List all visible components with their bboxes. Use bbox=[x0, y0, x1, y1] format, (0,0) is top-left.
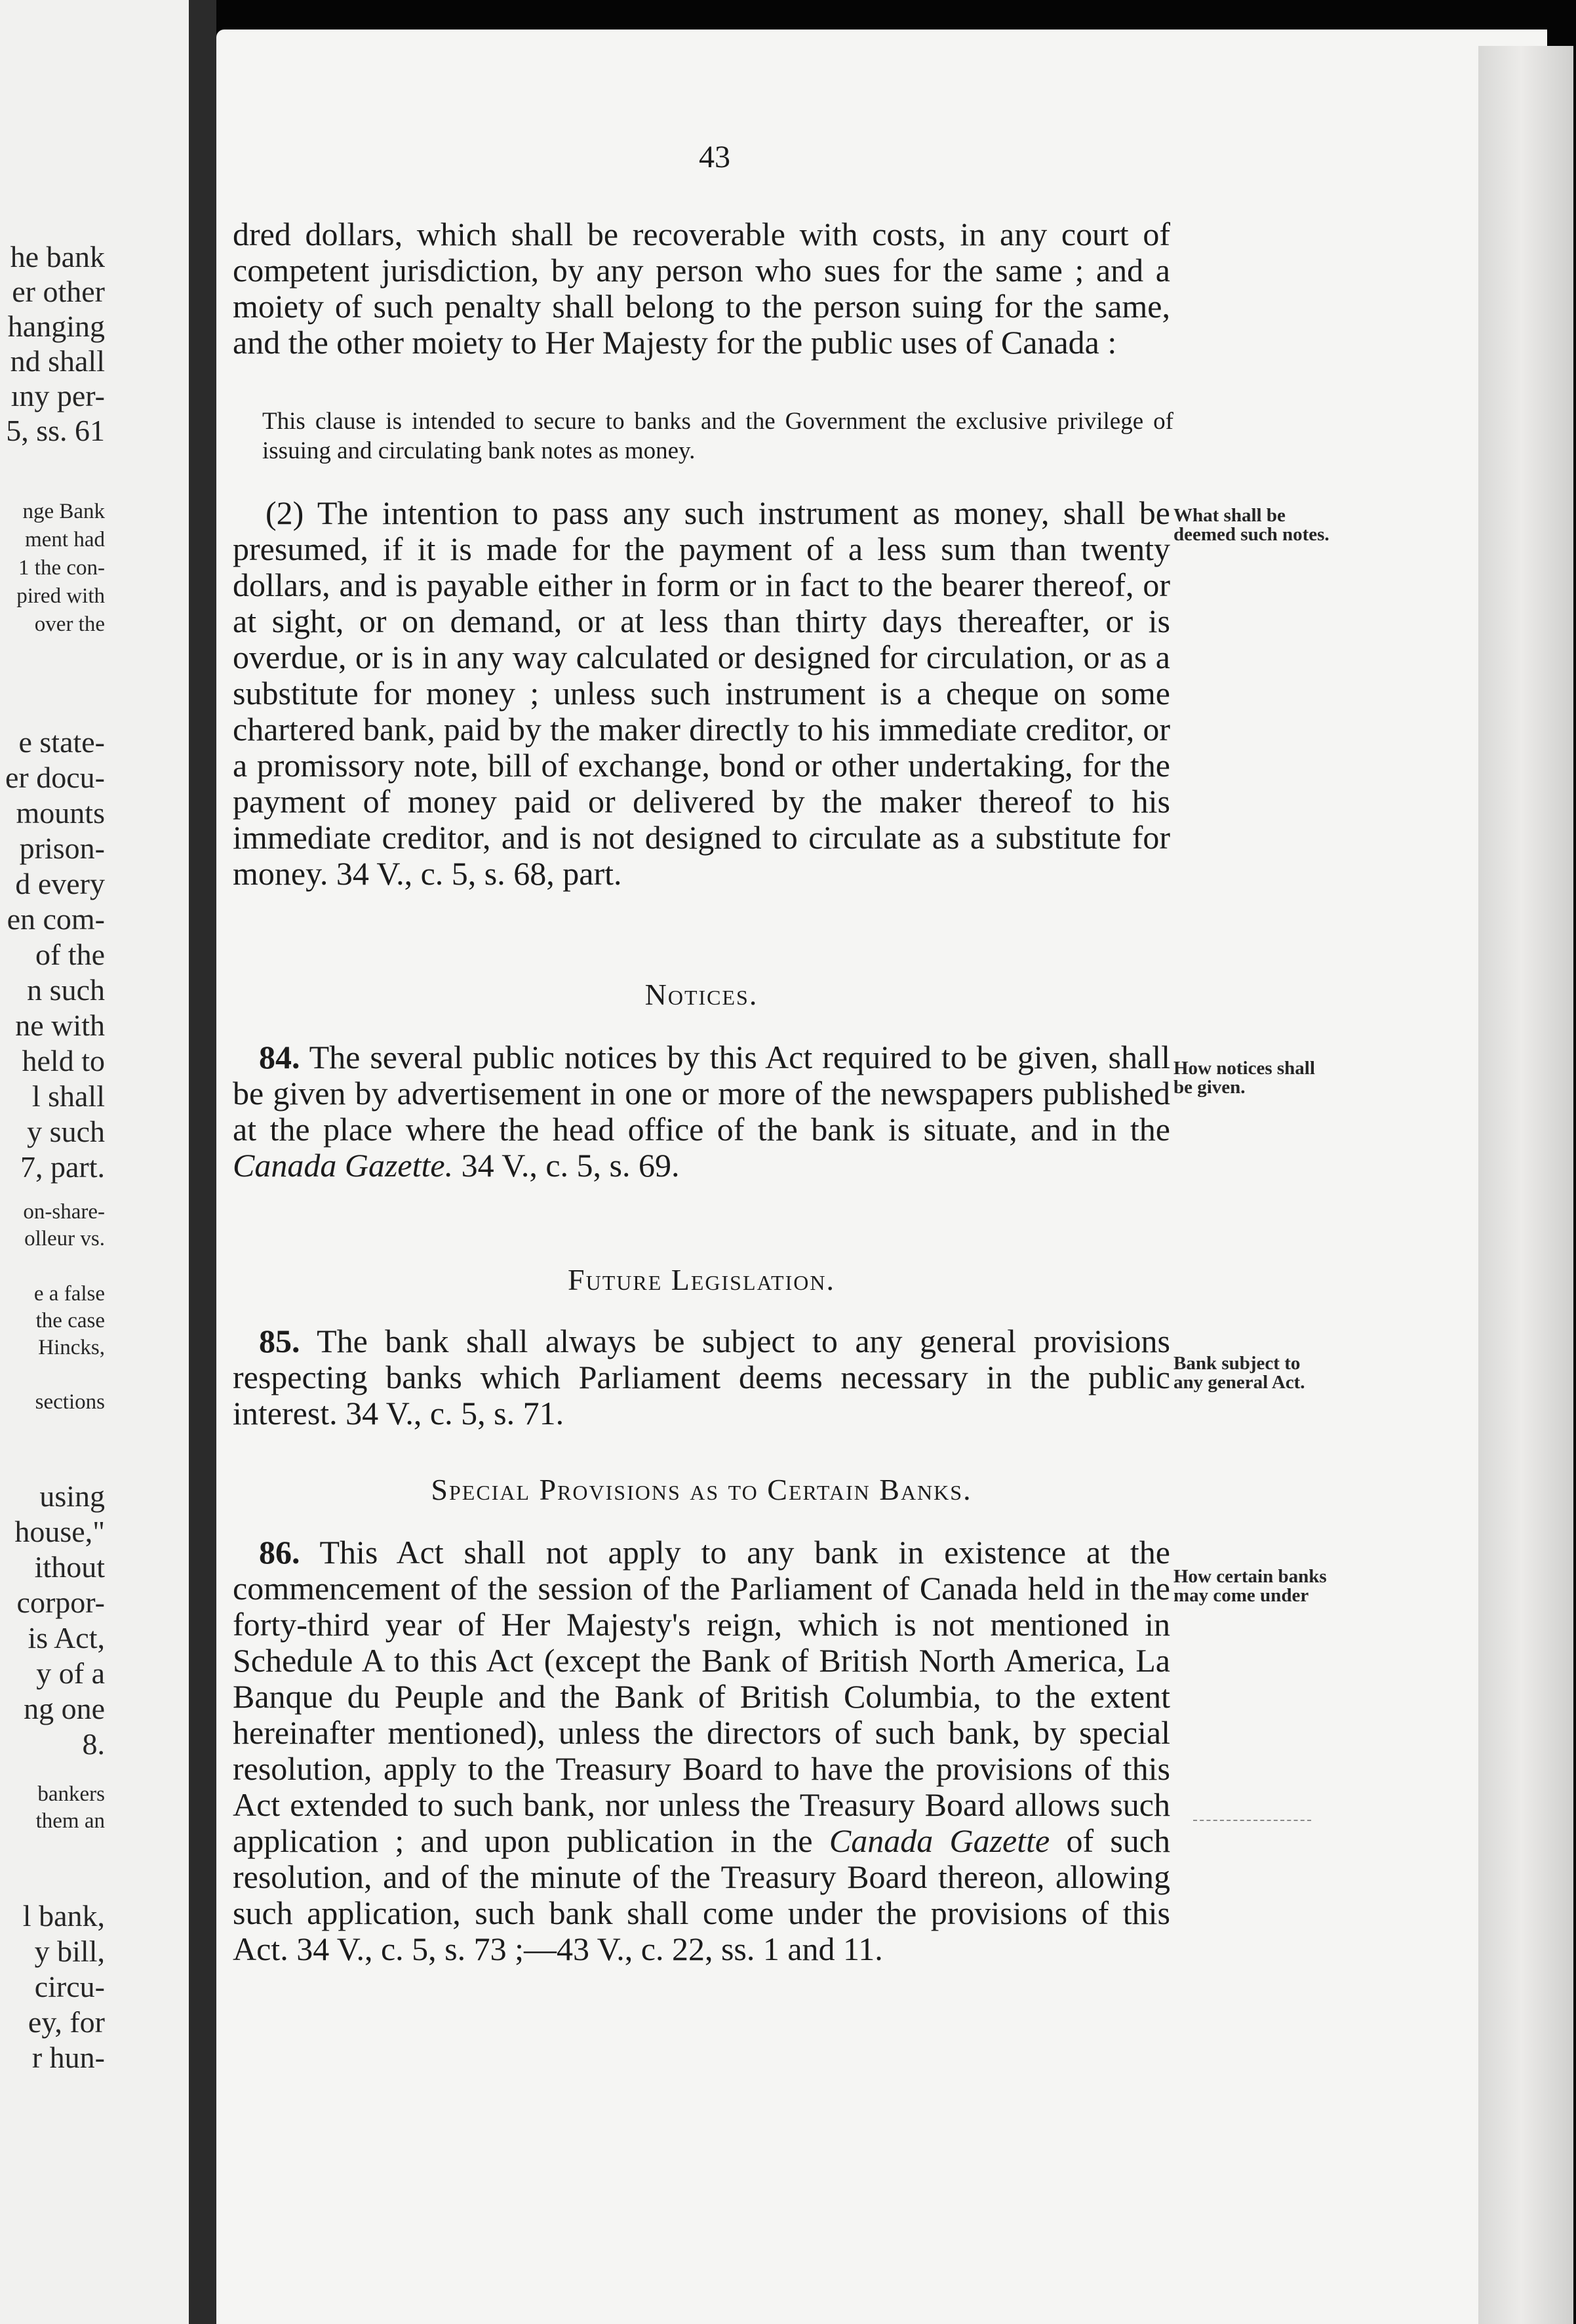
left-page-line: ey, for bbox=[28, 2005, 105, 2039]
margin-note-certain-banks: How certain banks may come under bbox=[1173, 1566, 1327, 1606]
stray-dash-mark bbox=[1193, 1820, 1311, 1821]
heading-special-provisions: Special Provisions as to Certain Banks. bbox=[431, 1473, 972, 1506]
left-page-line: ne with bbox=[15, 1009, 105, 1042]
left-page-line: l shall bbox=[31, 1079, 105, 1113]
section-85 bbox=[233, 1323, 1170, 1432]
margin-note-deemed-notes: What shall be deemed such notes. bbox=[1173, 505, 1330, 545]
left-page-line: r hun- bbox=[31, 2041, 105, 2074]
left-page-line: y bill, bbox=[34, 1934, 105, 1968]
left-page-line: olleur vs. bbox=[24, 1227, 105, 1251]
section-86-number: 86. bbox=[259, 1534, 300, 1571]
paragraph-continued: dred dollars, which shall be recoverable with costs, in any court of competent jurisdiction, by any person who sues for the same ; and a moiety of such penalty shall belong to the person suing for the same, and the other moiety to Her Majesty for the public uses of Canada : bbox=[233, 216, 1170, 361]
section-84-gazette: Canada Gazette. bbox=[233, 1147, 454, 1184]
section-84-text: The several public notices by this Act required to be given, shall be given by advertisement in one or more of the newspapers published at the place where the head office of the bank is situate, and in the bbox=[233, 1039, 1170, 1148]
heading-future-legislation: Future Legislation. bbox=[568, 1263, 835, 1296]
section-85-number: 85. bbox=[259, 1323, 300, 1359]
left-page-line: hanging bbox=[7, 310, 105, 343]
section-86-text: This Act shall not apply to any bank in existence at the commencement of the session of the Parliament of Canada held in the forty-third year of Her Majesty's reign, which is not mentioned in Schedule A to this Act (except the Bank of British North America, La Banque du Peuple and the Bank of British Columbia, to the extent hereinafter mentioned), unless the directors of such bank, by special resolution, apply to the Treasury Board to have the provisions of this Act extended to such bank, nor unless the Treasury Board allows such application ; and upon publication in the bbox=[233, 1534, 1170, 1859]
left-page-line: ıny per- bbox=[10, 379, 105, 412]
left-page-line: bankers bbox=[37, 1782, 105, 1806]
left-page-line: them an bbox=[35, 1809, 105, 1833]
left-page-line: circu- bbox=[34, 1970, 105, 2003]
left-page-line: e state- bbox=[18, 725, 105, 759]
left-page-line: is Act, bbox=[28, 1621, 105, 1654]
left-page-line: n such bbox=[27, 973, 105, 1007]
left-page-line: nd shall bbox=[10, 344, 105, 378]
section-86-gazette: Canada Gazette bbox=[829, 1822, 1050, 1859]
subsection-2: (2) The intention to pass any such instrument as money, shall be presumed, if it is made for the payment of a less sum than twenty dollars, and is payable either in form or in fact to the bearer thereof, or at sight, or on demand, or at less than thirty days thereafter, or is overdue, or is in any way calculated or designed for circulation, or as a substitute for money ; unless such instrument is a cheque on some chartered bank, paid by the maker directly to his immediate creditor, or a promissory note, bill of exchange, bond or other undertaking, for the payment of money paid or delivered by the maker thereof to his immediate creditor, and is not designed to circulate as a substitute for money. 34 V., c. 5, s. 68, part. bbox=[233, 494, 1170, 892]
left-page-line: mounts bbox=[16, 796, 105, 830]
margin-note-notices: How notices shall be given. bbox=[1173, 1058, 1315, 1098]
left-page-line: house," bbox=[14, 1515, 105, 1548]
clause-note: This clause is intended to secure to banks and the Government the exclusive privilege of issuing and circulating bank notes as money. bbox=[262, 408, 1173, 464]
left-page-line: d every bbox=[15, 867, 105, 900]
left-page-line: on-share- bbox=[23, 1200, 105, 1224]
section-86 bbox=[233, 1534, 1170, 1967]
section-84-number: 84. bbox=[259, 1039, 300, 1075]
left-page-line: ment had bbox=[25, 528, 105, 551]
left-page-fragment bbox=[0, 0, 197, 2324]
left-page-line: held to bbox=[22, 1044, 105, 1077]
margin-note-bank-subject: Bank subject to any general Act. bbox=[1173, 1353, 1305, 1393]
section-85-text: The bank shall always be subject to any general provisions respecting banks which Parliament deems necessary in the public interest. 34 V., c. 5, s. 71. bbox=[233, 1323, 1170, 1432]
left-page-line: Hincks, bbox=[38, 1336, 105, 1359]
left-page-line: e a false bbox=[33, 1282, 105, 1306]
left-page-line: over the bbox=[34, 612, 105, 636]
left-page-line: en com- bbox=[7, 902, 105, 936]
left-page-line: er docu- bbox=[5, 761, 105, 794]
book-gutter bbox=[189, 0, 216, 2324]
left-page-line: er other bbox=[12, 275, 105, 308]
section-84 bbox=[233, 1039, 1170, 1184]
left-page-line: ng one bbox=[24, 1692, 105, 1725]
left-page-line: 5, ss. 61 bbox=[6, 414, 105, 447]
page-edge bbox=[1478, 46, 1573, 2324]
left-page-line: of the bbox=[35, 938, 105, 971]
left-page-line: y of a bbox=[36, 1656, 105, 1690]
left-page-line: pired with bbox=[16, 584, 105, 608]
left-page-line: prison- bbox=[19, 831, 105, 865]
heading-notices: Notices. bbox=[644, 978, 758, 1011]
left-page-line: he bank bbox=[10, 240, 105, 273]
left-page-line: corpor- bbox=[16, 1586, 105, 1619]
left-page-line: nge Bank bbox=[22, 500, 105, 523]
left-page-line: ithout bbox=[34, 1550, 105, 1584]
left-page-line: 7, part. bbox=[20, 1150, 105, 1184]
left-page-line: l bank, bbox=[22, 1899, 105, 1933]
section-84-citation: 34 V., c. 5, s. 69. bbox=[461, 1147, 680, 1184]
left-page-line: 8. bbox=[82, 1727, 105, 1761]
left-page-line: 1 the con- bbox=[18, 556, 105, 580]
left-page-line: y such bbox=[27, 1115, 105, 1148]
left-page-line: sections bbox=[35, 1390, 105, 1414]
left-page-line: using bbox=[39, 1479, 105, 1513]
left-page-line: the case bbox=[35, 1309, 105, 1332]
page-number: 43 bbox=[699, 140, 730, 174]
section-86-citation: of such resolution, and of the minute of the Treasury Board thereon, allowing such application, such bank shall come under the provisions of this Act. 34 V., c. 5, s. 73 ;—43 V., c. 22, ss. 1 and 11. bbox=[233, 1822, 1170, 1967]
